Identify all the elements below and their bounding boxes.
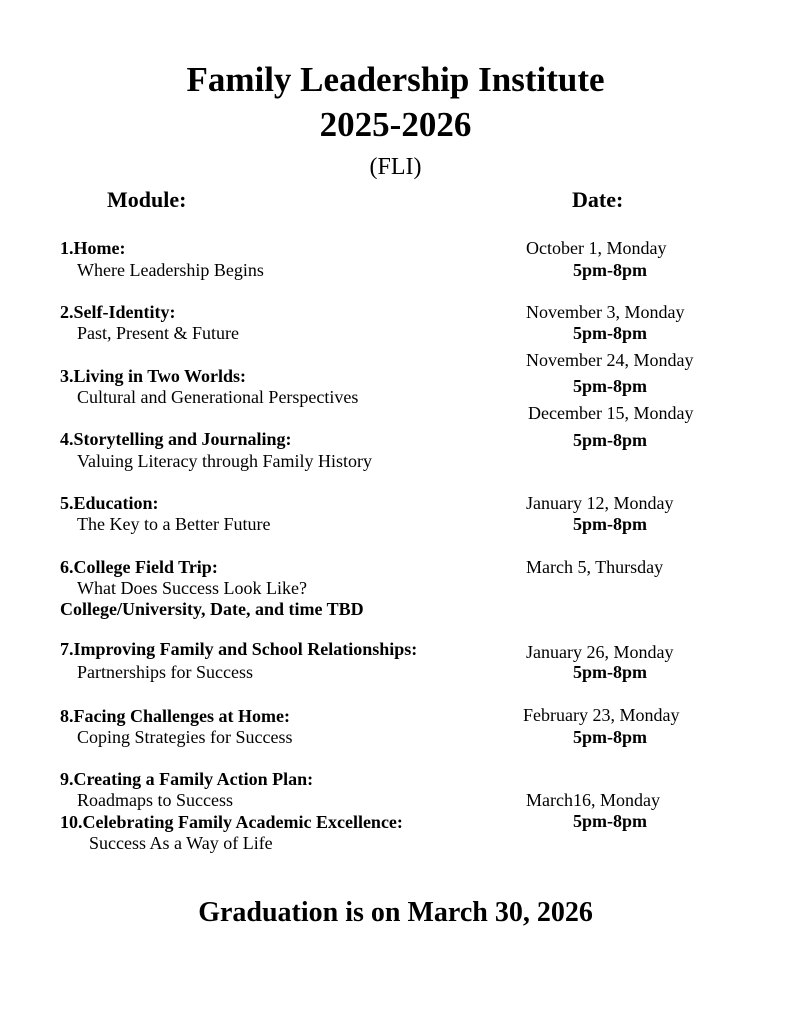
module-subtitle: Roadmaps to Success <box>77 790 233 810</box>
session-date: December 15, Monday <box>528 403 694 423</box>
session-date: March 5, Thursday <box>526 557 664 577</box>
module-note: College/University, Date, and time TBD <box>60 599 364 619</box>
session-date: January 26, Monday <box>526 642 674 662</box>
session-date: February 23, Monday <box>523 705 680 725</box>
module-title: 6.College Field Trip: <box>60 557 218 577</box>
session-time: 5pm-8pm <box>573 514 648 534</box>
module-column-header: Module: <box>107 187 187 212</box>
module-title: 9.Creating a Family Action Plan: <box>60 769 314 789</box>
session-time: 5pm-8pm <box>573 376 648 396</box>
module-title: 5.Education: <box>60 493 159 513</box>
title-abbreviation: (FLI) <box>369 154 422 180</box>
module-subtitle: Coping Strategies for Success <box>77 727 293 747</box>
graduation-notice: Graduation is on March 30, 2026 <box>198 897 593 928</box>
session-time: 5pm-8pm <box>573 662 648 682</box>
module-subtitle: Where Leadership Begins <box>77 260 264 280</box>
session-time: 5pm-8pm <box>573 811 648 831</box>
session-time: 5pm-8pm <box>573 260 648 280</box>
module-title: 3.Living in Two Worlds: <box>60 366 247 386</box>
page-title: Family Leadership Institute <box>186 60 605 99</box>
module-subtitle: Cultural and Generational Perspectives <box>77 387 359 407</box>
module-subtitle: What Does Success Look Like? <box>77 578 307 598</box>
module-subtitle: Valuing Literacy through Family History <box>77 451 372 471</box>
session-date: October 1, Monday <box>526 238 667 258</box>
module-subtitle: The Key to a Better Future <box>77 514 271 534</box>
module-subtitle: Past, Present & Future <box>77 323 239 343</box>
module-title: 4.Storytelling and Journaling: <box>60 429 292 449</box>
session-date: January 12, Monday <box>526 493 674 513</box>
page-subtitle-year: 2025-2026 <box>319 105 472 144</box>
module-title: 2.Self-Identity: <box>60 302 176 322</box>
session-date: November 24, Monday <box>526 350 694 370</box>
module-subtitle: Partnerships for Success <box>77 662 253 682</box>
session-date: March16, Monday <box>526 790 660 810</box>
module-title: 7.Improving Family and School Relationships: <box>60 639 418 659</box>
session-time: 5pm-8pm <box>573 727 648 747</box>
module-title: 1.Home: <box>60 238 126 258</box>
session-time: 5pm-8pm <box>573 323 648 343</box>
session-date: November 3, Monday <box>526 302 685 322</box>
module-title: 10.Celebrating Family Academic Excellence: <box>60 812 403 832</box>
module-subtitle: Success As a Way of Life <box>89 833 273 853</box>
session-time: 5pm-8pm <box>573 430 648 450</box>
module-title: 8.Facing Challenges at Home: <box>60 706 290 726</box>
date-column-header: Date: <box>572 187 624 212</box>
